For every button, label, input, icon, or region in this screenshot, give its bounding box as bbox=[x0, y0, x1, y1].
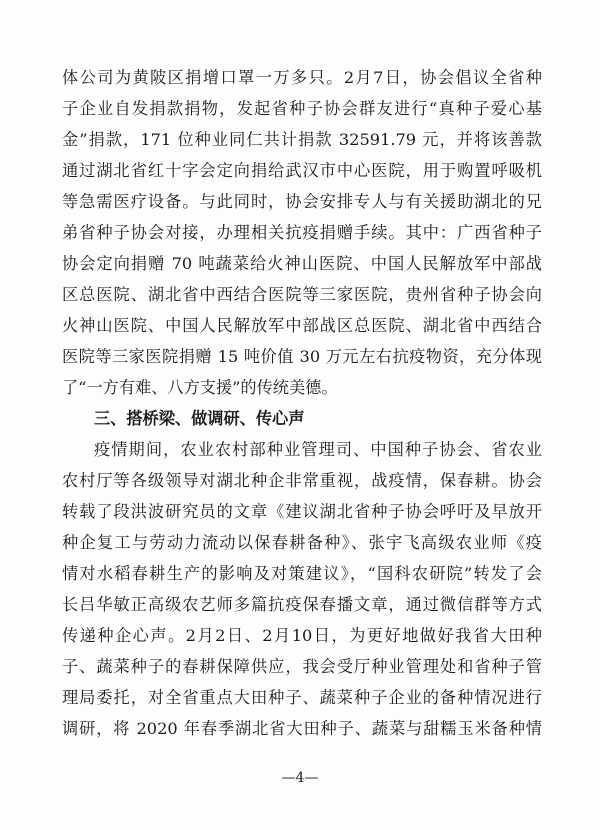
text-line: 协会定向捐赠 70 吨蔬菜给火神山医院、中国人民解放军中部战 bbox=[62, 254, 542, 273]
section-heading: 三、搭桥梁、做调研、传心声 bbox=[94, 409, 305, 428]
text-line: 体公司为黄陂区捐增口罩一万多只。2月7日，协会倡议全省种 bbox=[62, 68, 542, 87]
text-line: 种企复工与劳动力流动以保春耕备种》、张宇飞高级农业师《疫 bbox=[62, 533, 542, 552]
text-line: 疫情期间，农业农村部种业管理司、中国种子协会、省农业 bbox=[94, 440, 542, 459]
text-line: 子企业自发捐款捐物，发起省种子协会群友进行“真种子爱心基 bbox=[62, 99, 542, 118]
text-line: 金”捐款，171 位种业同仁共计捐款 32591.79 元，并将该善款 bbox=[62, 130, 542, 149]
paragraph-continuation bbox=[62, 62, 542, 403]
text-line: 弟省种子协会对接，办理相关抗疫捐赠手续。其中：广西省种子 bbox=[62, 223, 542, 242]
text-line: 情对水稻春耕生产的影响及对策建议》，“国科农研院”转发了会 bbox=[62, 564, 542, 583]
text-line: 了“一方有难、八方支援”的传统美德。 bbox=[62, 378, 338, 397]
text-line: 农村厅等各级领导对湖北种企非常重视，战疫情，保春耕。协会 bbox=[62, 471, 542, 490]
text-line: 子、蔬菜种子的春耕保障供应，我会受厅种业管理处和省种子管 bbox=[62, 657, 542, 676]
text-line: 区总医院、湖北省中西结合医院等三家医院，贵州省种子协会向 bbox=[62, 285, 542, 304]
text-line: 理局委托，对全省重点大田种子、蔬菜种子企业的备种情况进行 bbox=[62, 688, 542, 707]
page-number: —4— bbox=[281, 770, 319, 786]
text-line: 等急需医疗设备。与此同时，协会安排专人与有关援助湖北的兄 bbox=[62, 192, 542, 211]
text-line: 转载了段洪波研究员的文章《建议湖北省种子协会呼吁及早放开 bbox=[62, 502, 542, 521]
text-line: 医院等三家医院捐赠 15 吨价值 30 万元左右抗疫物资，充分体现 bbox=[62, 347, 542, 366]
paragraph-section3 bbox=[62, 434, 542, 744]
text-line: 传递种企心声。2月2日、2月10日，为更好地做好我省大田种 bbox=[62, 626, 542, 645]
text-line: 通过湖北省红十字会定向捐给武汉市中心医院，用于购置呼吸机 bbox=[62, 161, 542, 180]
document-body bbox=[62, 62, 542, 744]
text-line: 长吕华敏正高级农艺师多篇抗疫保春播文章，通过微信群等方式 bbox=[62, 595, 542, 614]
text-line: 火神山医院、中国人民解放军中部战区总医院、湖北省中西结合 bbox=[62, 316, 542, 335]
text-line: 调研，将 2020 年春季湖北省大田种子、蔬菜与甜糯玉米备种情 bbox=[62, 719, 542, 738]
